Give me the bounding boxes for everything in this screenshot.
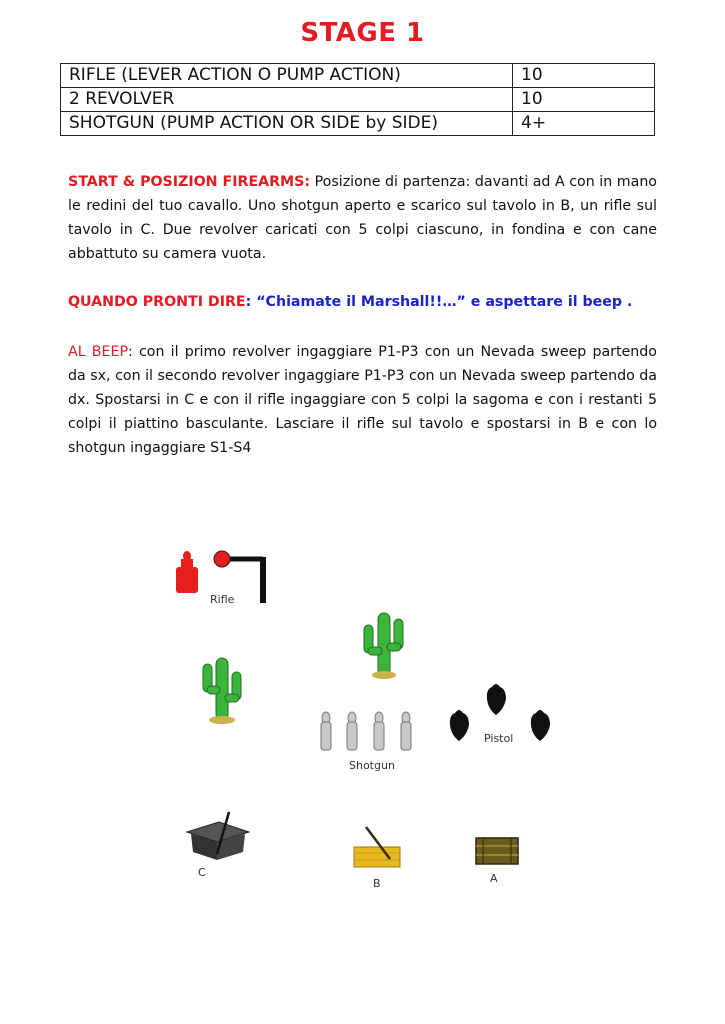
crate-icon: [473, 835, 521, 867]
weapon-name: 2 REVOLVER: [61, 88, 513, 112]
swinger-plate-target: [214, 551, 230, 567]
rifle-label: Rifle: [210, 593, 235, 606]
position-b-label: B: [373, 877, 381, 890]
table-row: [61, 88, 655, 112]
weapons-table: [60, 63, 655, 136]
weapon-rounds: 10: [513, 88, 655, 112]
beep-paragraph: [68, 340, 657, 460]
position-a-label: A: [490, 872, 498, 885]
ready-paragraph: [68, 290, 657, 314]
position-c-label: C: [198, 866, 206, 879]
weapon-rounds: 4+: [513, 112, 655, 136]
beep-text: : con il primo revolver ingaggiare P1-P3 con un Nevada sweep partendo da sx, con il secondo revolver ingaggiare P1-P3 con un Nevada sweep partendo da dx. Spostarsi in C e con il rifle ingaggiare con 5 colpi la sagoma e con i restanti 5 colpi il piattino basculante. Lasciare il rifle sul tavolo e spostarsi in B e con lo shotgun ingaggiare S1-S4: [68, 344, 657, 456]
weapon-rounds: 10: [513, 64, 655, 88]
hay-bale-icon: [350, 825, 408, 873]
rifle-silhouette-target: [176, 567, 198, 593]
start-paragraph: [68, 170, 657, 266]
shotgun-targets-icon: [315, 710, 415, 752]
start-label: START & POSIZION FIREARMS:: [68, 174, 311, 190]
start-text: Posizione di partenza: davanti ad A con in mano le redini del tuo cavallo. Uno shotgun aperto e scarico sul tavolo in B, un rifle sul tavolo in C. Due revolver caricati con 5 colpi ciascuno, in fondina e con cane abbattuto su camera vuota.: [68, 174, 657, 262]
page-title: STAGE 1: [300, 18, 425, 48]
table-row: [61, 112, 655, 136]
weapon-name: RIFLE (LEVER ACTION O PUMP ACTION): [61, 64, 513, 88]
ready-colon: :: [245, 294, 257, 310]
ready-label: QUANDO PRONTI DIRE: [68, 294, 246, 310]
rifle-table-icon: [183, 810, 253, 870]
cactus-icon: [200, 650, 250, 730]
ready-phrase: “Chiamate il Marshall!!…” e aspettare il beep .: [256, 294, 633, 310]
beep-label: AL BEEP: [68, 344, 129, 360]
table-row: [61, 64, 655, 88]
weapon-name: SHOTGUN (PUMP ACTION OR SIDE by SIDE): [61, 112, 513, 136]
pistol-label: Pistol: [484, 732, 514, 745]
shotgun-label: Shotgun: [349, 759, 395, 772]
cactus-icon: [360, 605, 410, 685]
